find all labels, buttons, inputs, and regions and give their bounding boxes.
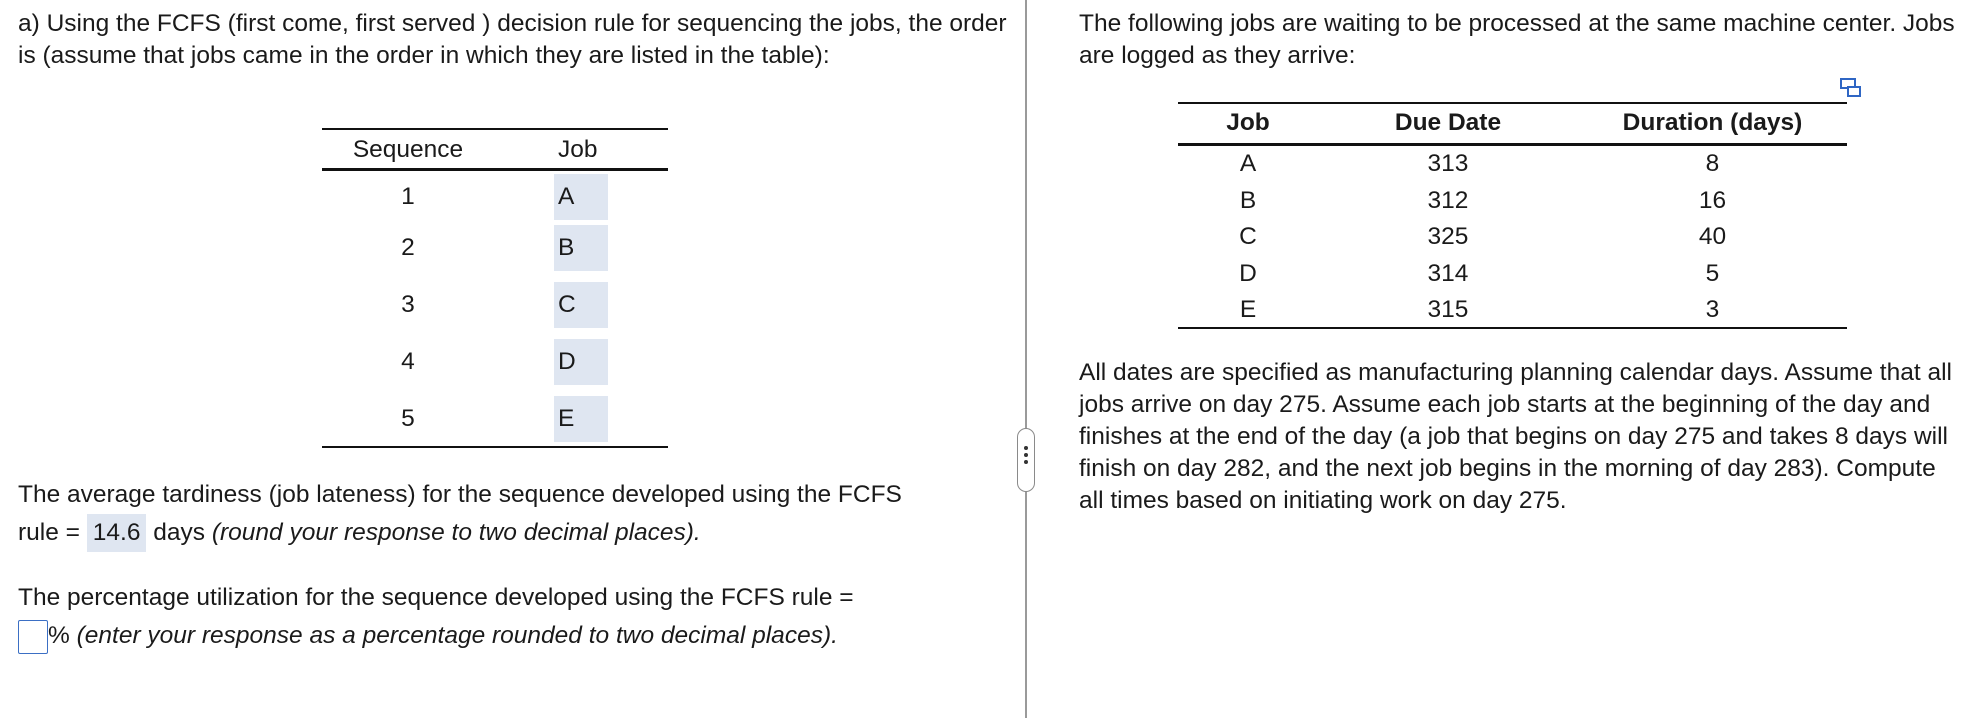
tardiness-unit: days: [153, 519, 206, 546]
sequence-number: 3: [401, 291, 415, 318]
job-cell: A: [1239, 150, 1257, 177]
due-date-cell: 313: [1427, 150, 1469, 177]
due-date-col-header: Due Date: [1394, 109, 1502, 136]
job-cell: D: [1239, 260, 1257, 287]
tardiness-prefix: rule =: [18, 519, 80, 546]
due-date-cell: 314: [1427, 260, 1469, 287]
job-answer: D: [558, 348, 576, 375]
info-intro: The following jobs are waiting to be processed at the same machine center. Jobs are logged as they arrive:: [1079, 10, 1955, 69]
tardiness-hint: (round your response to two decimal places).: [211, 519, 701, 546]
job-cell: E: [1239, 296, 1257, 323]
info-notes: All dates are specified as manufacturing planning calendar days. Assume that all jobs arrive on day 275. Assume each job starts at the beginning of the day and finishes at the end of the day (a job that begins on day 275 and takes 8 days will finish on day 282, and the next job begins in the morning of day 283). Compute all times based on initiating work on day 275.: [1079, 359, 1952, 514]
copy-data-icon[interactable]: [1840, 78, 1862, 98]
tardiness-question: [18, 476, 1008, 552]
duration-cell: 5: [1705, 260, 1720, 287]
tardiness-text: The average tardiness (job lateness) for the sequence developed using the FCFS: [18, 481, 902, 508]
utilization-text: The percentage utilization for the sequence developed using the FCFS rule =: [18, 584, 854, 611]
job-answer: C: [558, 291, 576, 318]
job-answer: B: [558, 234, 575, 261]
duration-cell: 16: [1698, 187, 1727, 214]
question-intro: a) Using the FCFS (first come, first served ) decision rule for sequencing the jobs, the order is (assume that jobs came in the order in which they are listed in the table):: [18, 10, 1007, 69]
utilization-question: [18, 579, 1008, 655]
utilization-hint: (enter your response as a percentage rounded to two decimal places).: [76, 622, 838, 649]
percent-sign: %: [48, 622, 70, 649]
utilization-input[interactable]: [18, 620, 48, 654]
duration-col-header: Duration (days): [1622, 109, 1803, 136]
duration-cell: 40: [1698, 223, 1727, 250]
due-date-cell: 325: [1427, 223, 1469, 250]
job-col-header: Job: [1226, 109, 1270, 136]
sequence-header: Sequence: [352, 136, 464, 163]
job-answer: A: [558, 183, 575, 210]
job-cell: B: [1239, 187, 1257, 214]
duration-cell: 3: [1705, 296, 1720, 323]
job-header: Job: [558, 136, 598, 163]
sequence-number: 2: [401, 234, 415, 261]
sequence-number: 4: [401, 348, 415, 375]
sequence-number: 5: [401, 405, 415, 432]
info-pane: [1028, 0, 1962, 718]
tardiness-answer[interactable]: 14.6: [87, 514, 147, 552]
due-date-cell: 312: [1427, 187, 1469, 214]
sequence-number: 1: [401, 183, 415, 210]
job-answer: E: [558, 405, 575, 432]
duration-cell: 8: [1705, 150, 1720, 177]
pane-divider[interactable]: [1025, 0, 1027, 718]
job-cell: C: [1239, 223, 1257, 250]
due-date-cell: 315: [1427, 296, 1469, 323]
